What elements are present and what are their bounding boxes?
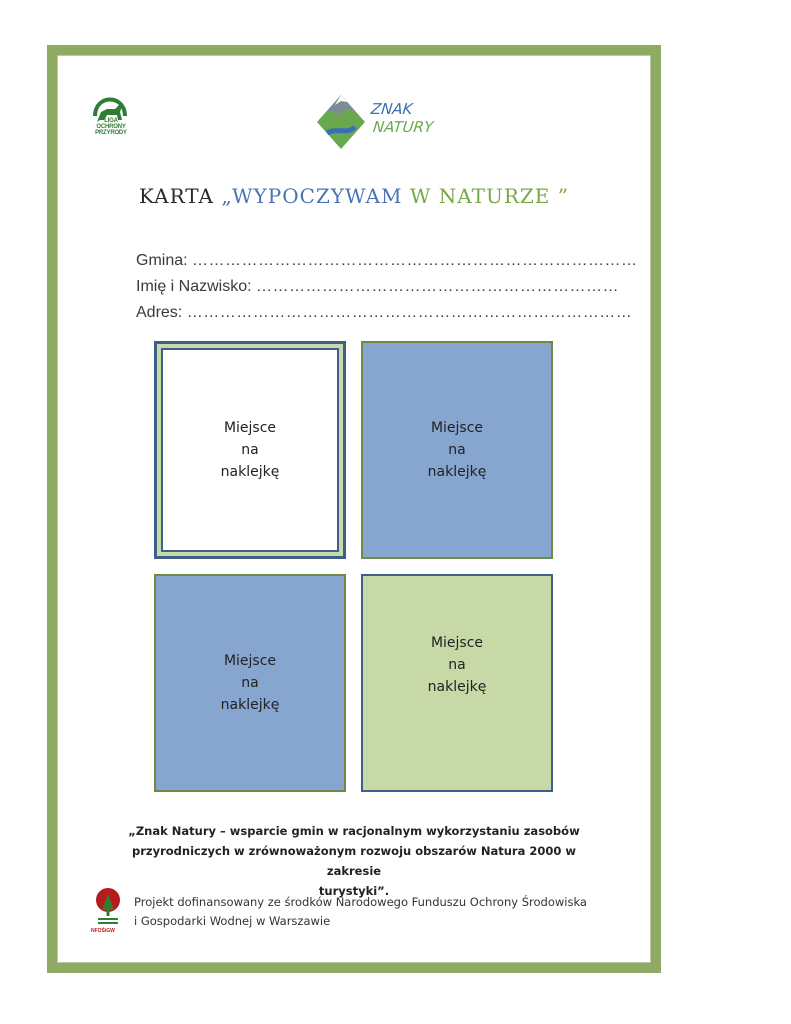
card-frame [47, 45, 661, 973]
project-quote [118, 821, 590, 901]
znak-natury-logo [313, 91, 369, 153]
sticker-slot-2[interactable] [361, 341, 553, 559]
sticker-slot-3[interactable] [154, 574, 346, 792]
quote-line: przyrodniczych w zrównoważonym rozwoju obszarów Natura 2000 w zakresie [132, 844, 576, 878]
field-dots: ……………………………………………………………………… [186, 304, 633, 321]
title-wypoczywam: „WYPOCZYWAM [221, 184, 410, 208]
quote-line: turystyki”. [318, 884, 390, 898]
sticker-slot-1[interactable] [154, 341, 346, 559]
znak-natury-wordmark [368, 100, 472, 136]
field-dots: ……………………………………………………………………… [192, 252, 638, 269]
funding-line: i Gospodarki Wodnej w Warszawie [134, 914, 331, 928]
field-label: Adres: [136, 304, 183, 321]
lop-logo-text: LIGA OCHRONY PRZYRODY [95, 118, 127, 136]
card-title [58, 184, 650, 208]
field-dots: ………………………………………………………… [256, 278, 620, 295]
nfosigw-logo [93, 886, 123, 928]
sticker-label: Miejsce na naklejkę [427, 420, 487, 480]
quote-line: „Znak Natury – wsparcie gmin w racjonalnym wykorzystaniu zasobów [128, 824, 580, 838]
funding-note [134, 893, 594, 931]
nfosigw-logo-text: NFOŚiGW [91, 928, 115, 934]
sticker-label: Miejsce na naklejkę [220, 420, 280, 480]
sticker-label: Miejsce na naklejkę [220, 653, 280, 713]
field-imie-nazwisko[interactable] [136, 274, 638, 300]
card-page [57, 55, 651, 963]
natury-wordmark-line2: NATURY [372, 118, 435, 136]
field-label: Imię i Nazwisko: [136, 278, 252, 295]
field-label: Gmina: [136, 252, 188, 269]
field-adres[interactable] [136, 300, 638, 326]
funding-line: Projekt dofinansowany ze środków Narodowego Funduszu Ochrony Środowiska [134, 895, 587, 909]
znak-wordmark-line1: ZNAK [370, 100, 414, 118]
form-fields [136, 248, 638, 326]
field-gmina[interactable] [136, 248, 638, 274]
sticker-slot-4[interactable] [361, 574, 553, 792]
sticker-label: Miejsce na naklejkę [427, 635, 487, 695]
title-w-naturze: W NATURZE ” [409, 184, 569, 208]
title-karta: KARTA [139, 184, 222, 208]
